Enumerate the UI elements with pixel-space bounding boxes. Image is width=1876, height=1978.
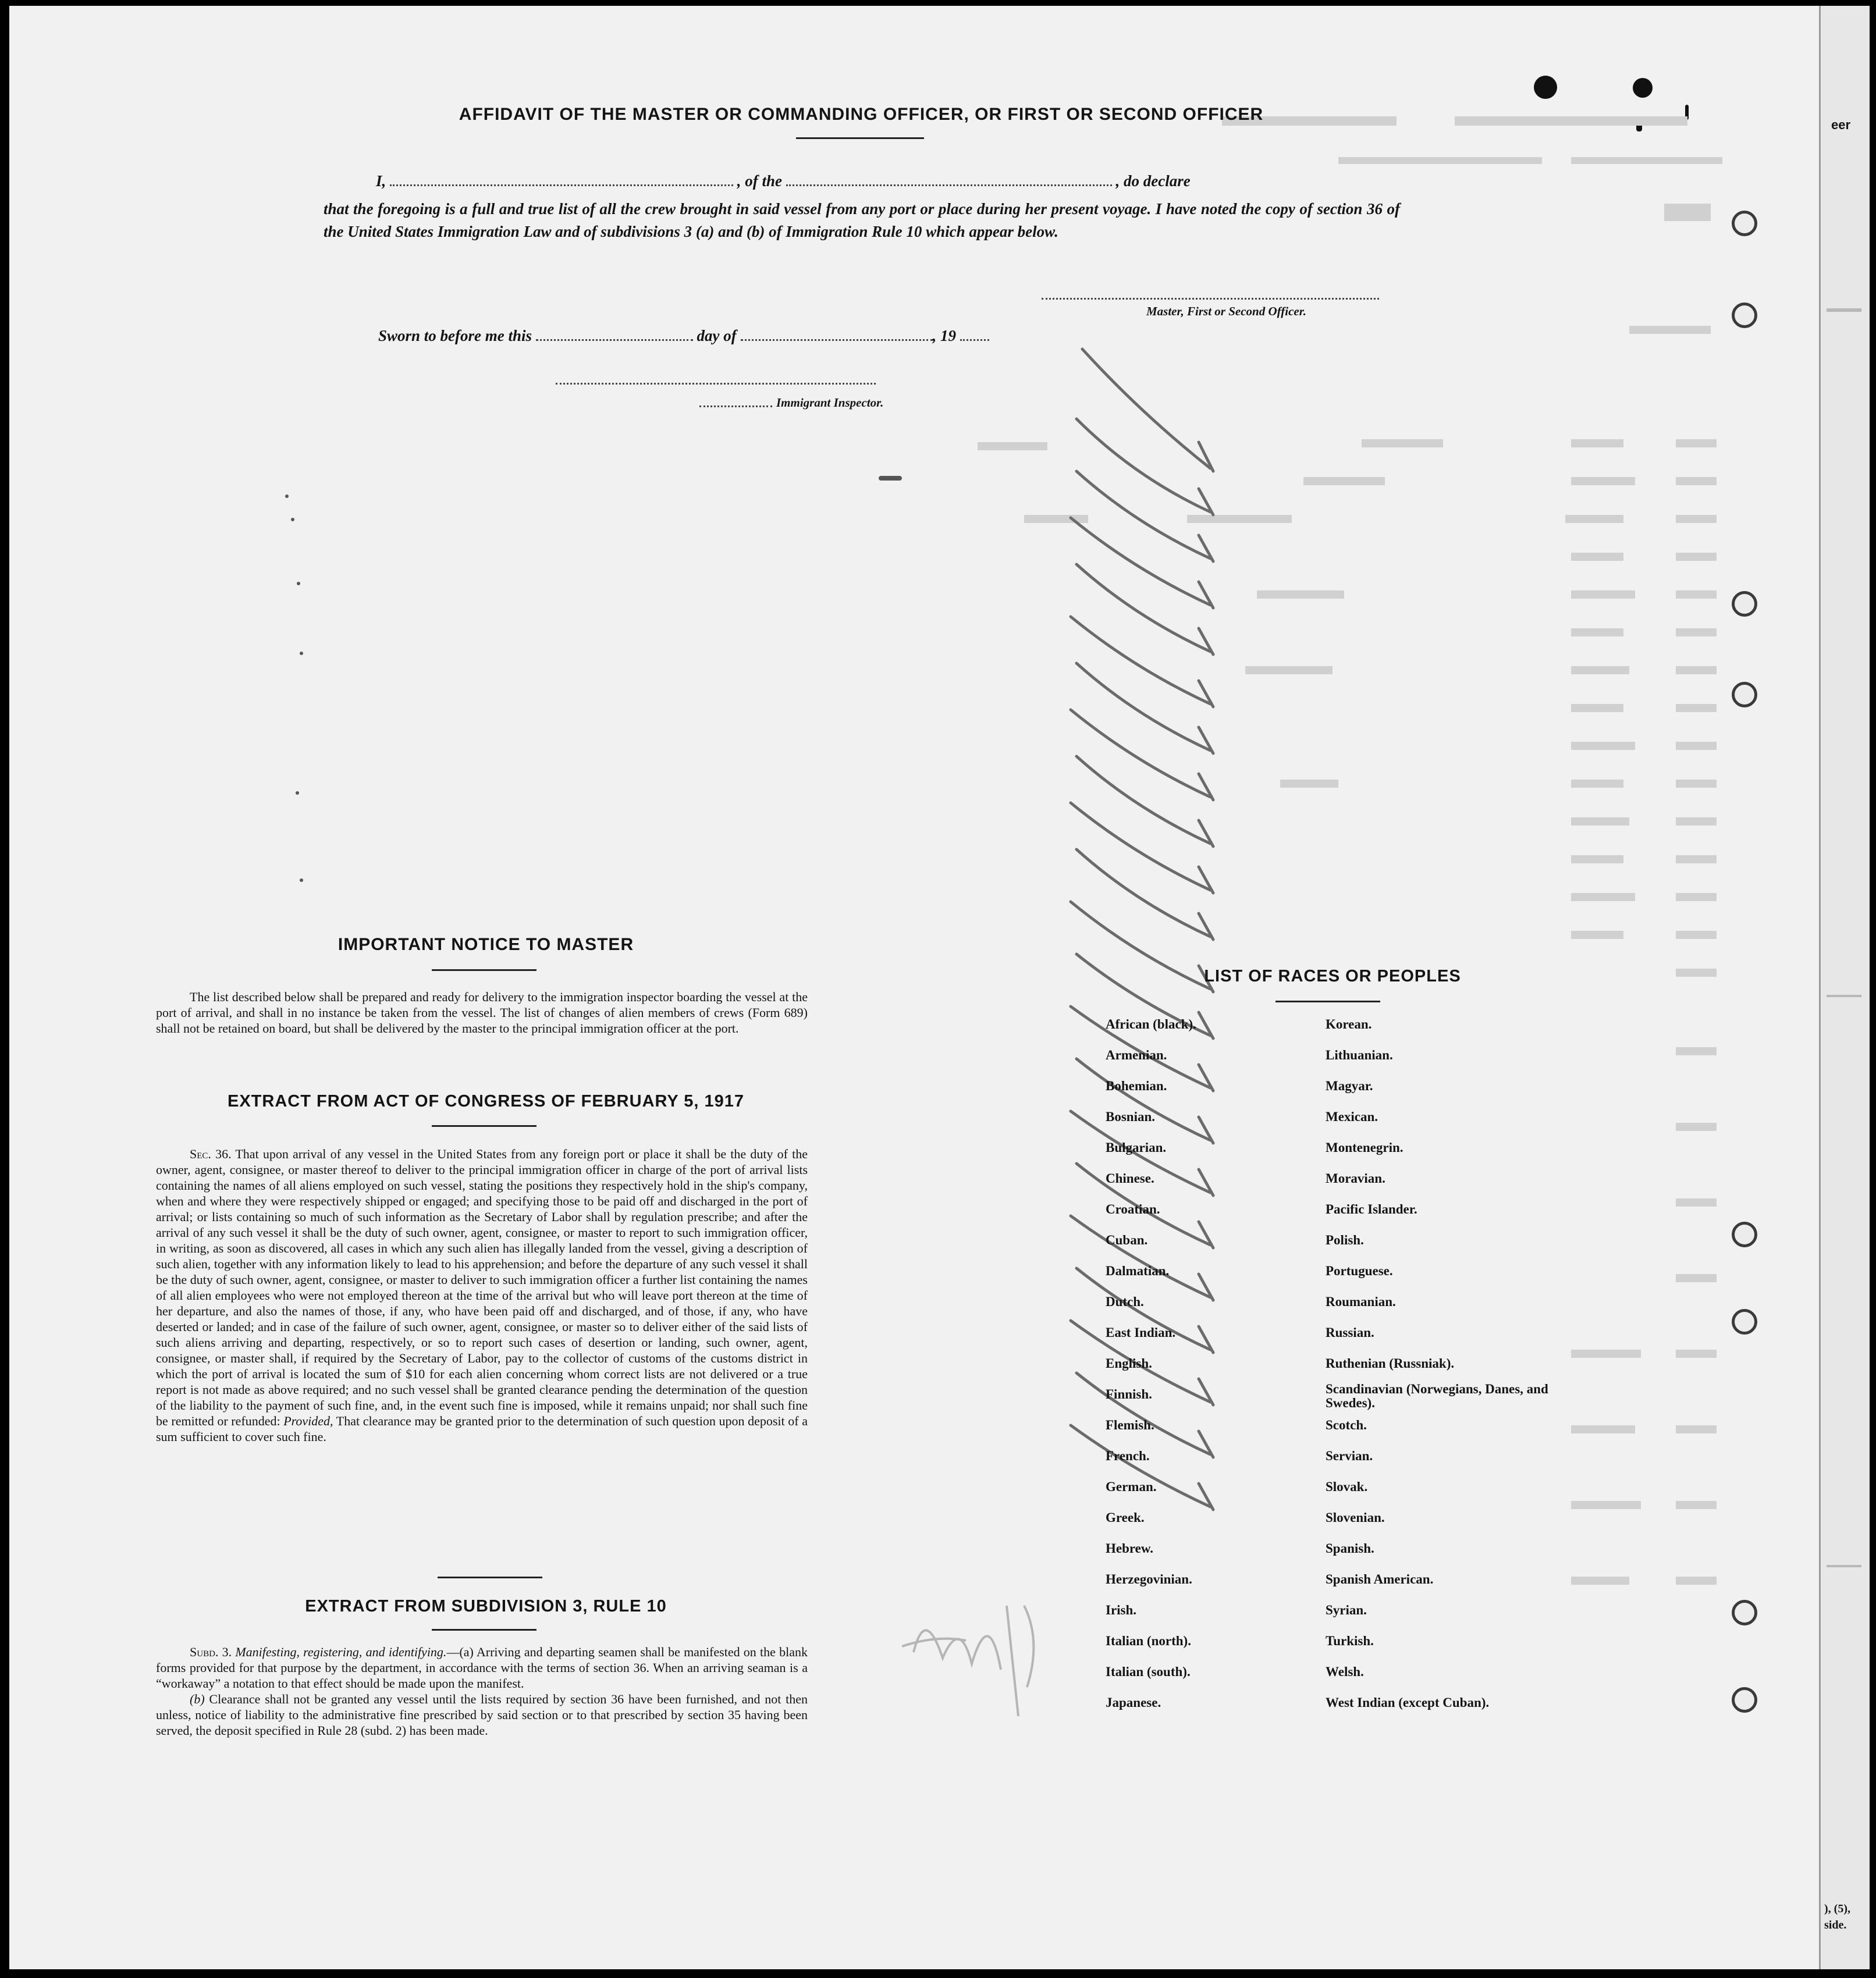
race-item: French. <box>1106 1449 1150 1463</box>
race-item: Montenegrin. <box>1326 1140 1404 1155</box>
notice-body: The list described below shall be prepared and ready for delivery to the immigration inspector boarding the vessel at the port of arrival, and shall in no instance be taken from the vessel. The list of changes of alien members of crews (Form 689) shall not be retained on board, but shall be delivered by the master to the principal immigration officer at the port. <box>156 990 808 1036</box>
inspector-leader-dots <box>699 405 772 407</box>
rule-subd-label: Subd. 3. <box>190 1645 232 1659</box>
race-item: Flemish. <box>1106 1418 1154 1432</box>
race-item: Polish. <box>1326 1233 1364 1247</box>
race-item: Dalmatian. <box>1106 1264 1170 1278</box>
race-item: Herzegovinian. <box>1106 1572 1192 1586</box>
act-provided-label: Provided, <box>283 1414 333 1428</box>
act-section-text: That upon arrival of any vessel in the United States from any foreign port or place it shall be the duty of the owner, agent, consignee, or master thereof to deliver to the principal immigration officer in charge of the port of arrival lists containing the names of all aliens employed on such vessel, stating the positions they respectively hold in the ship's company, when and where they were respectively shipped or engaged; and specifying those to be paid off and discharged in the port of arrival; or lists containing so much of such information as the Secretary of Labor shall by regulation prescribe; and after the arrival of any such vessel it shall be the duty of such owner, agent, consignee, or master to report to such immigration officer, in writing, as soon as discovered, all cases in which any such alien has illegally landed from the vessel, giving a description of such alien, together with any information likely to lead to his apprehension; and before the departure of any such vessel it shall be the duty of such owner, agent, consignee, or master to deliver to such immigration officer a further list containing the names of all alien employees who were not employed thereon at the time of the arrival but who will leave port thereon at the time of her departure, and also the names of those, if any, who have been paid off and discharged, and of those, if any, who have deserted or landed; and in case of the failure of such owner, agent, consignee, or master so to deliver either of the said lists of such aliens arriving and departing, respectively, or so to report such cases of desertion or landing, such owner, agent, consignee, or master shall, if required by the Secretary of Labor, pay to the collector of customs of the customs district in which the port of arrival is located the sum of $10 for each alien concerning whom correct lists are not delivered or a true report is not made as above required; and no such vessel shall be granted clearance pending the determination of the question of the liability to the payment of such fine, and, in the event such fine is imposed, while it remains unpaid; nor shall such fine be remitted or refunded: <box>156 1147 808 1428</box>
race-item: Greek. <box>1106 1510 1145 1525</box>
act-end-rule <box>438 1577 542 1578</box>
rule-title-rule <box>432 1629 536 1631</box>
race-item: Roumanian. <box>1326 1294 1396 1309</box>
race-item: East Indian. <box>1106 1325 1176 1340</box>
race-item: Welsh. <box>1326 1664 1364 1679</box>
notice-title-rule <box>432 969 536 971</box>
race-item: Korean. <box>1326 1017 1372 1031</box>
race-item: English. <box>1106 1356 1152 1371</box>
rule-part-b: Clearance shall not be granted any vessel until the lists required by section 36 have been furnished, and not then unless, notice of liability to the administrative fine prescribed by said section or to that prescribed by section 35 having been served, the deposit specified in Rule 28 (subd. 2) has been made. <box>156 1692 808 1738</box>
race-item: Scandinavian (Norwegians, Danes, and Swedes). <box>1326 1382 1548 1410</box>
notice-title: IMPORTANT NOTICE TO MASTER <box>337 935 634 954</box>
race-item: West Indian (except Cuban). <box>1326 1695 1490 1710</box>
race-item: Cuban. <box>1106 1233 1148 1247</box>
sworn-month-blank[interactable] <box>741 339 933 341</box>
race-item: Slovak. <box>1326 1479 1368 1494</box>
races-left-column <box>1106 1017 1327 1726</box>
race-item: Irish. <box>1106 1603 1137 1617</box>
affidavit-i-label: I, <box>376 172 386 190</box>
affidavit-declaration-line <box>324 172 1400 190</box>
race-item: Portuguese. <box>1326 1264 1393 1278</box>
race-item: Slovenian. <box>1326 1510 1385 1525</box>
race-item: Lithuanian. <box>1326 1048 1393 1062</box>
edge-fragment-bottom-2: side. <box>1824 1919 1847 1931</box>
race-item: Magyar. <box>1326 1079 1373 1093</box>
race-item: Turkish. <box>1326 1634 1374 1648</box>
race-item: Chinese. <box>1106 1171 1154 1186</box>
race-item: Scotch. <box>1326 1418 1367 1432</box>
rule-body <box>156 1644 808 1738</box>
race-item: Spanish. <box>1326 1541 1374 1556</box>
rule-title: EXTRACT FROM SUBDIVISION 3, RULE 10 <box>305 1597 667 1616</box>
race-item: Mexican. <box>1326 1109 1378 1124</box>
edge-fragment-top: eer <box>1831 118 1851 132</box>
race-item: Pacific Islander. <box>1326 1202 1417 1216</box>
race-item: Moravian. <box>1326 1171 1385 1186</box>
race-item: African (black). <box>1106 1017 1196 1031</box>
act-body <box>156 1146 808 1445</box>
races-right-column <box>1326 1017 1570 1726</box>
act-section-label: Sec. 36. <box>190 1147 232 1161</box>
race-item: Italian (north). <box>1106 1634 1191 1648</box>
races-title-rule <box>1275 1001 1380 1002</box>
race-item: Servian. <box>1326 1449 1373 1463</box>
race-item: Armenian. <box>1106 1048 1167 1062</box>
race-item: Bohemian. <box>1106 1079 1167 1093</box>
race-item: Japanese. <box>1106 1695 1161 1710</box>
race-item: Spanish American. <box>1326 1572 1434 1586</box>
sworn-day-of: day of <box>697 327 737 344</box>
sworn-year: , 19 <box>932 327 957 344</box>
inspector-signature-line[interactable] <box>556 383 876 385</box>
sworn-line <box>378 327 989 345</box>
act-title-rule <box>432 1125 536 1127</box>
rule-subd-title: Manifesting, registering, and identifying. <box>235 1645 447 1659</box>
race-item: Finnish. <box>1106 1387 1152 1401</box>
name-blank[interactable] <box>390 184 733 186</box>
edge-fragment-bottom-1: ), (5), <box>1824 1902 1850 1915</box>
race-item: Dutch. <box>1106 1294 1144 1309</box>
master-signature-label: Master, First or Second Officer. <box>1146 304 1306 318</box>
race-item: Italian (south). <box>1106 1664 1191 1679</box>
races-title: LIST OF RACES OR PEOPLES <box>1204 967 1461 986</box>
affidavit-of-the-label: , of the <box>737 172 783 190</box>
affidavit-title: AFFIDAVIT OF THE MASTER OR COMMANDING OFFICER, OR FIRST OR SECOND OFFICER <box>459 105 1264 124</box>
master-signature-line[interactable] <box>1042 298 1379 300</box>
adjacent-page-edge <box>1819 6 1870 1969</box>
affidavit-declare-label: , do declare <box>1115 172 1191 190</box>
race-item: Syrian. <box>1326 1603 1367 1617</box>
race-item: Croatian. <box>1106 1202 1160 1216</box>
act-provided-text: That clearance may be granted prior to the determination of such question upon deposit of a sum sufficient to cover such fine. <box>156 1414 808 1444</box>
race-item: German. <box>1106 1479 1157 1494</box>
act-title: EXTRACT FROM ACT OF CONGRESS OF FEBRUARY 5, 1917 <box>227 1092 745 1111</box>
vessel-blank[interactable] <box>786 184 1112 186</box>
race-item: Ruthenian (Russniak). <box>1326 1356 1455 1371</box>
race-item: Bulgarian. <box>1106 1140 1167 1155</box>
sworn-day-blank[interactable] <box>536 339 693 341</box>
race-item: Hebrew. <box>1106 1541 1153 1556</box>
rule-part-b-label: (b) <box>190 1692 205 1706</box>
race-item: Bosnian. <box>1106 1109 1156 1124</box>
race-item: Russian. <box>1326 1325 1374 1340</box>
pencil-scrawl <box>902 1582 1076 1734</box>
rule-part-a: —(a) Arriving and departing seamen shall be manifested on the blank forms provided for that purpose by the department, in accordance with the terms of section 36. When an arriving seaman is a “workaway” a notation to that effect should be made upon the manifest. <box>156 1645 808 1691</box>
sworn-year-blank[interactable] <box>960 339 989 341</box>
affidavit-body: that the foregoing is a full and true list of all the crew brought in said vessel from any port or place during her present voyage. I have noted the copy of section 36 of the United States Immigration Law and of subdivisions 3 (a) and (b) of Immigration Rule 10 which appear below. <box>324 200 1400 240</box>
affidavit-title-rule <box>796 137 924 139</box>
sworn-prefix: Sworn to before me this <box>378 327 532 344</box>
inspector-label: Immigrant Inspector. <box>776 396 884 410</box>
